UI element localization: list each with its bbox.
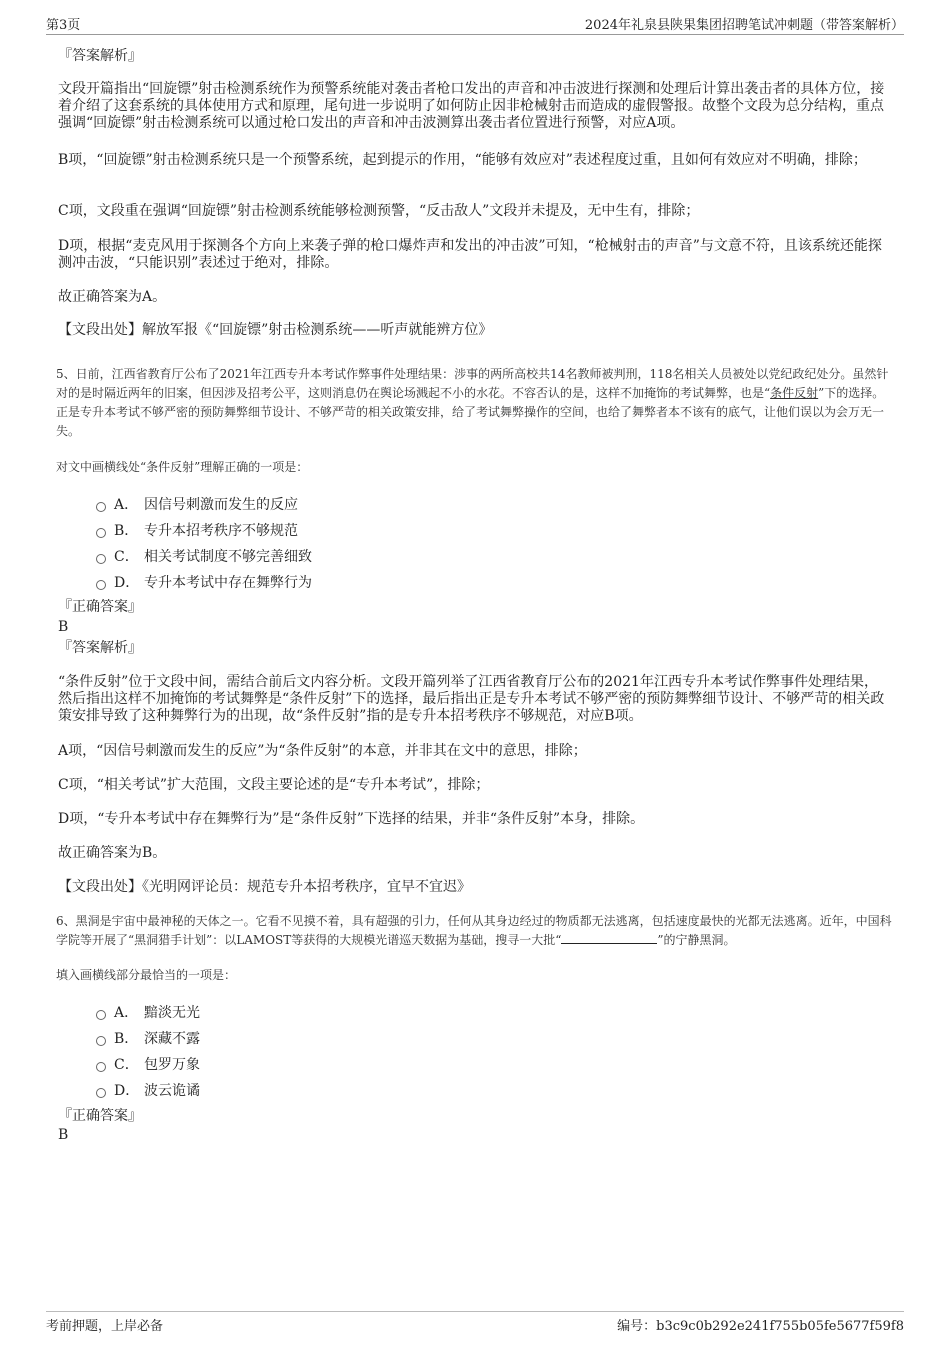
radio-icon[interactable]	[96, 502, 106, 512]
fill-in-blank	[561, 933, 657, 944]
option-a[interactable]: A． 黯淡无光	[96, 1002, 200, 1022]
analysis-paragraph: B项，“回旋镖”射击检测系统只是一个预警系统，起到提示的作用，“能够有效应对”表述程度过重，且如何有效应对不明确，排除；	[58, 152, 867, 168]
radio-icon[interactable]	[96, 580, 106, 590]
radio-icon[interactable]	[96, 1088, 106, 1098]
page-header	[46, 14, 904, 35]
analysis-paragraph: D项，“专升本考试中存在舞弊行为”是“条件反射”下选择的结果，并非“条件反射”本身，排除。	[58, 811, 645, 827]
question-prompt: 填入画横线部分最恰当的一项是：	[56, 968, 237, 982]
option-b[interactable]: B． 专升本招考秩序不够规范	[96, 520, 298, 540]
question-stem: 5、日前，江西省教育厅公布了2021年江西专升本考试作弊事件处理结果：涉事的两所高校共14名教师被判刑，118名相关人员被处以党纪政纪处分。虽然针对的是时隔近两年的旧案，但因涉及招考公平，这则消息仍在舆论场溅起不小的水花。不容否认的是，这样不加掩饰的考试舞弊，也是“条件反射”下的选择。正是专升本考试不够严密的预防舞弊细节设计、不够严苛的相关政策安排，给了考试舞弊操作的空间，也给了舞弊者本不该有的底气，让他们误以为会万无一失。	[56, 367, 889, 438]
underlined-term: 条件反射	[770, 386, 819, 400]
option-d[interactable]: D． 专升本考试中存在舞弊行为	[96, 572, 312, 592]
radio-icon[interactable]	[96, 1036, 106, 1046]
document-id: 编号：b3c9c0b292e241f755b05fe5677f59f8	[617, 1319, 904, 1334]
analysis-paragraph: C项，文段重在强调“回旋镖”射击检测系统能够检测预警，“反击敌人”文段并未提及，无中生有，排除；	[58, 203, 700, 219]
document-title: 2024年礼泉县陕果集团招聘笔试冲刺题（带答案解析）	[584, 18, 904, 33]
page-footer	[46, 1311, 904, 1334]
answer-conclusion: 故正确答案为B。	[58, 845, 167, 861]
analysis-paragraph: C项，“相关考试”扩大范围，文段主要论述的是“专升本考试”，排除；	[58, 777, 490, 793]
passage-source: 【文段出处】《光明网评论员：规范专升本招考秩序，宜早不宜迟》	[58, 879, 471, 895]
answer-value: B	[58, 619, 69, 635]
option-c[interactable]: C． 包罗万象	[96, 1054, 200, 1074]
analysis-label: 『答案解析』	[58, 48, 142, 64]
radio-icon[interactable]	[96, 1062, 106, 1072]
radio-icon[interactable]	[96, 528, 106, 538]
analysis-label: 『答案解析』	[58, 640, 142, 656]
radio-icon[interactable]	[96, 554, 106, 564]
analysis-paragraph: D项，根据“麦克风用于探测各个方向上来袭子弹的枪口爆炸声和发出的冲击波”可知，“枪械射击的声音”与文意不符，且该系统还能探测冲击波，“只能识别”表述过于绝对，排除。	[58, 238, 882, 271]
analysis-paragraph: A项，“因信号刺激而发生的反应”为“条件反射”的本意，并非其在文中的意思，排除；	[58, 743, 587, 759]
option-c[interactable]: C． 相关考试制度不够完善细致	[96, 546, 312, 566]
option-d[interactable]: D． 波云诡谲	[96, 1080, 200, 1100]
analysis-paragraph: 文段开篇指出“回旋镖”射击检测系统作为预警系统能对袭击者枪口发出的声音和冲击波进行探测和处理后计算出袭击者的具体方位，接着介绍了这套系统的具体使用方式和原理，尾句进一步说明了如何防止因非枪械射击而造成的虚假警报。故整个文段为总分结构，重点强调“回旋镖”射击检测系统可以通过枪口发出的声音和冲击波测算出袭击者位置进行预警，对应A项。	[58, 81, 885, 131]
passage-source: 【文段出处】解放军报《“回旋镖”射击检测系统——听声就能辨方位》	[58, 322, 493, 338]
option-b[interactable]: B． 深藏不露	[96, 1028, 200, 1048]
question-prompt: 对文中画横线处“条件反射”理解正确的一项是：	[56, 460, 309, 474]
analysis-paragraph: “条件反射”位于文段中间，需结合前后文内容分析。文段开篇列举了江西省教育厅公布的2021年江西专升本考试作弊事件处理结果，然后指出这样不加掩饰的考试舞弊是“条件反射”下的选择，最后指出正是专升本考试不够严密的预防舞弊细节设计、不够严苛的相关政策安排导致了这种舞弊行为的出现，故“条件反射”指的是专升本招考秩序不够规范，对应B项。	[58, 674, 885, 724]
option-a[interactable]: A． 因信号刺激而发生的反应	[96, 494, 298, 514]
answer-label: 『正确答案』	[58, 1108, 142, 1124]
answer-value: B	[58, 1127, 69, 1143]
footer-slogan: 考前押题，上岸必备	[46, 1319, 164, 1334]
question-stem: 6、黑洞是宇宙中最神秘的天体之一。它看不见摸不着，具有超强的引力，任何从其身边经过的物质都无法逃离，包括速度最快的光都无法逃离。近年，中国科学院等开展了“黑洞猎手计划”：以LAMOST等获得的大规模光谱巡天数据为基础，搜寻一大批“ ”的宁静黑洞。	[56, 914, 892, 947]
answer-label: 『正确答案』	[58, 599, 142, 615]
page-number: 第3页	[46, 18, 81, 33]
answer-conclusion: 故正确答案为A。	[58, 289, 167, 305]
radio-icon[interactable]	[96, 1010, 106, 1020]
